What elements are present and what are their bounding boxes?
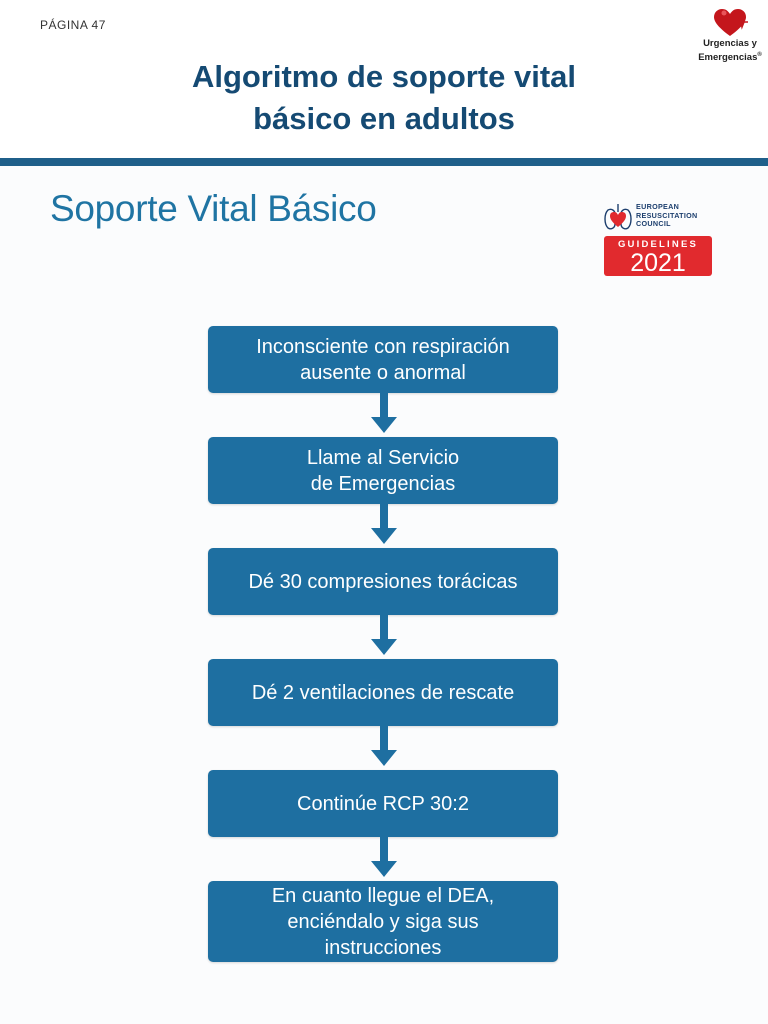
brand-name-line1: Urgencias y — [703, 38, 757, 49]
flow-step-5-line1: Continúe RCP 30:2 — [297, 792, 469, 815]
flow-step-4-line1: Dé 2 ventilaciones de rescate — [251, 681, 515, 704]
flow-step-2 — [208, 437, 558, 504]
erc-guidelines-logo — [602, 200, 712, 276]
flow-step-6-line1: En cuanto llegue el DEA, — [271, 884, 495, 907]
guidelines-year: 2021 — [630, 249, 686, 277]
flow-step-1-line2: ausente o anormal — [300, 361, 466, 384]
flow-step-2-line1: Llame al Servicio — [306, 446, 460, 469]
header-divider — [0, 158, 768, 166]
down-arrow-icon — [369, 504, 399, 548]
page-title — [0, 56, 768, 140]
down-arrow-icon — [369, 726, 399, 770]
down-arrow-icon — [369, 393, 399, 437]
flow-step-3 — [208, 548, 558, 615]
guidelines-label: GUIDELINES — [617, 239, 699, 250]
erc-name-line1: EUROPEAN — [636, 202, 680, 211]
guidelines-badge — [604, 236, 712, 276]
slide-title: Soporte Vital Básico — [50, 188, 377, 229]
down-arrow-icon — [369, 837, 399, 881]
heart-lungs-icon — [602, 202, 634, 232]
flow-step-6-line3: instrucciones — [324, 936, 442, 959]
flow-step-1-line1: Inconsciente con respiración — [256, 335, 510, 358]
flow-step-4 — [208, 659, 558, 726]
page-title-line2: básico en adultos — [253, 101, 515, 136]
down-arrow-icon — [369, 615, 399, 659]
erc-name-line3: COUNCIL — [636, 219, 671, 229]
flow-step-6 — [208, 881, 558, 962]
flow-step-5 — [208, 770, 558, 837]
brand-name-line2: Emergencias® — [698, 52, 762, 64]
flow-step-1 — [208, 326, 558, 393]
page-number: PÁGINA 47 — [40, 18, 106, 32]
page-title-line1: Algoritmo de soporte vital — [191, 59, 577, 94]
flow-step-3-line1: Dé 30 compresiones torácicas — [248, 570, 518, 593]
heart-ecg-icon — [711, 8, 749, 38]
flow-step-6-line2: enciéndalo y siga sus — [287, 910, 479, 933]
erc-name-line2: RESUSCITATION — [636, 210, 698, 220]
flow-step-2-line2: de Emergencias — [310, 472, 456, 495]
